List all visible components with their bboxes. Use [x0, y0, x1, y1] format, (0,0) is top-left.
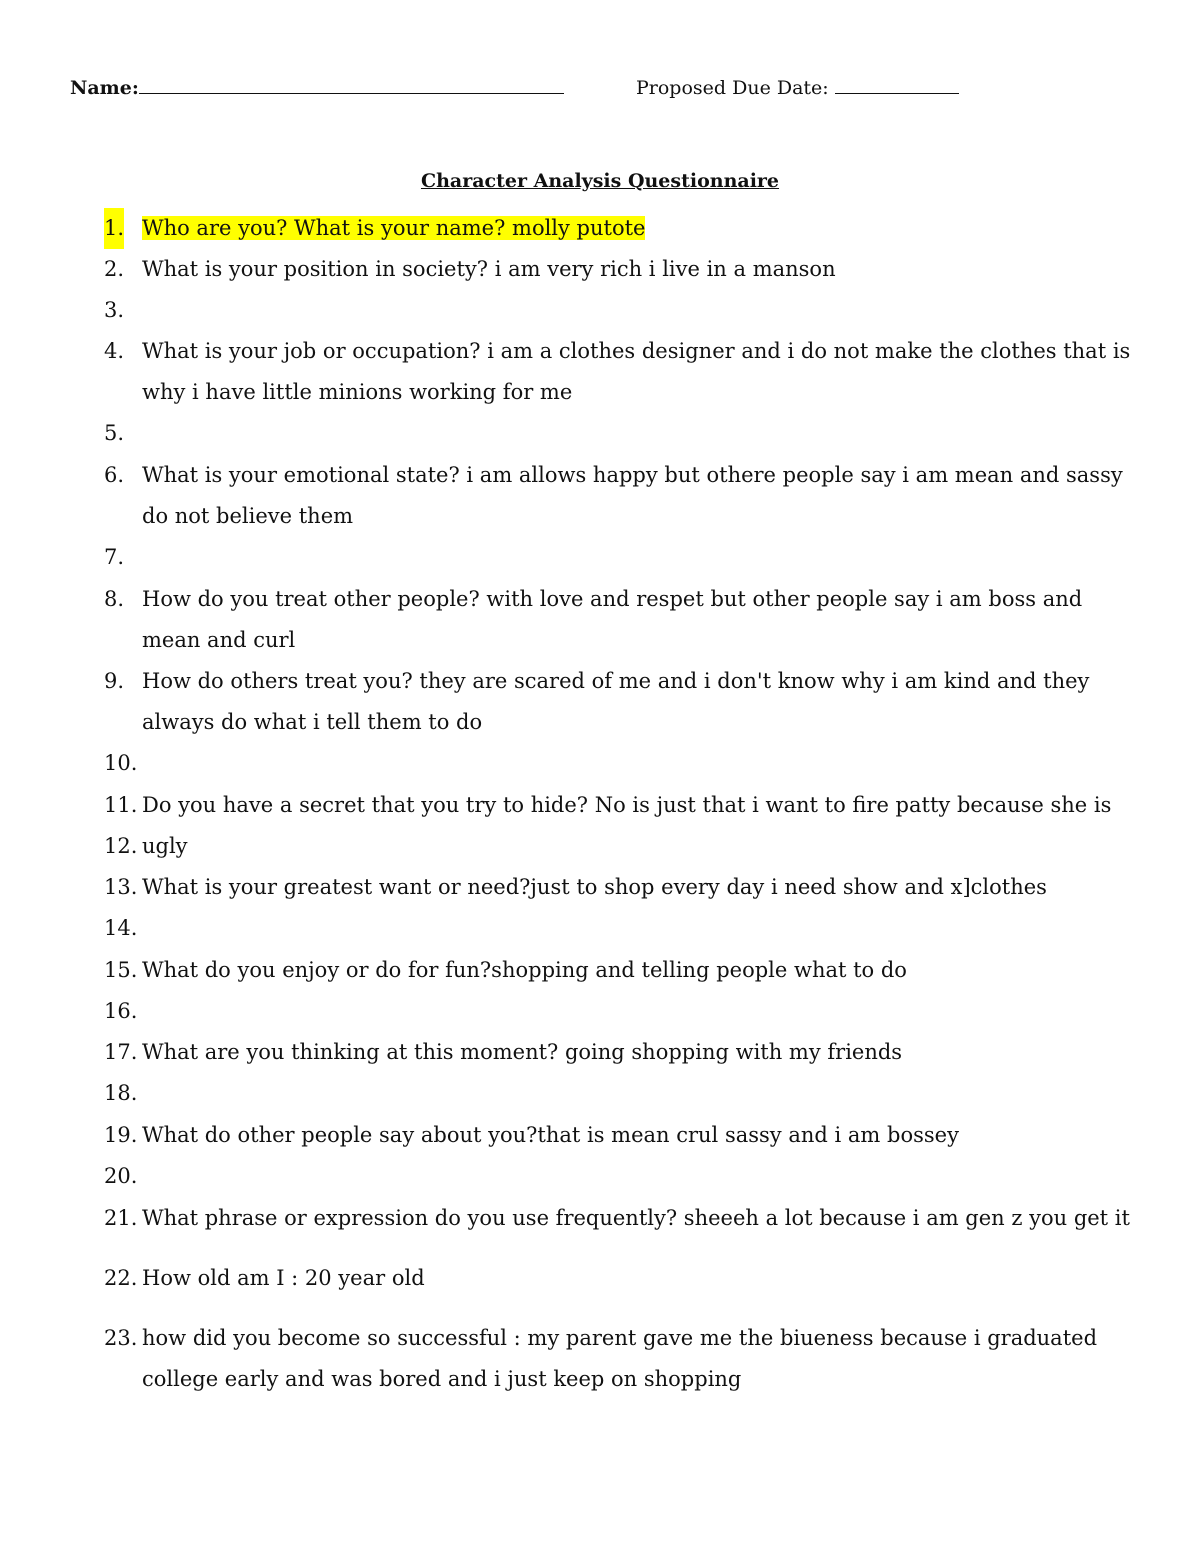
question-number: 17.	[104, 1040, 138, 1064]
question-number: 3.	[104, 298, 125, 322]
question-number: 10.	[104, 751, 138, 775]
question-item	[104, 1258, 1144, 1299]
question-item	[104, 1032, 1144, 1073]
due-date-field	[636, 74, 959, 102]
question-item	[104, 208, 1144, 249]
question-number: 5.	[104, 421, 125, 445]
question-number: 12.	[104, 834, 138, 858]
question-number: 8.	[104, 587, 125, 611]
question-text: What are you thinking at this moment? going shopping with my friends	[142, 1040, 903, 1064]
question-number: 1.	[104, 208, 124, 249]
question-text: What do you enjoy or do for fun?shopping and telling people what to do	[142, 958, 907, 982]
question-number: 13.	[104, 875, 138, 899]
question-number: 15.	[104, 958, 138, 982]
question-item	[104, 1198, 1144, 1239]
question-number: 2.	[104, 257, 125, 281]
question-number: 22.	[104, 1266, 138, 1290]
name-blank-line[interactable]	[139, 75, 564, 94]
question-number: 7.	[104, 545, 125, 569]
question-item	[104, 1115, 1144, 1156]
question-number: 20.	[104, 1164, 138, 1188]
question-text: How do others treat you? they are scared of me and i don't know why i am kind and they always do what i tell them to do	[142, 669, 1090, 734]
question-item	[104, 331, 1144, 413]
question-text: What phrase or expression do you use frequently? sheeeh a lot because i am gen z you get it	[142, 1206, 1130, 1230]
question-text: Who are you? What is your name? molly putote	[142, 216, 646, 240]
question-text: How old am I : 20 year old	[142, 1266, 425, 1290]
question-text: What is your job or occupation? i am a clothes designer and i do not make the clothes that is why i have little minions working for me	[142, 339, 1131, 404]
question-number: 6.	[104, 463, 125, 487]
question-number: 19.	[104, 1123, 138, 1147]
question-item	[104, 867, 1144, 908]
question-number: 9.	[104, 669, 125, 693]
document-title: Character Analysis Questionnaire	[420, 170, 780, 192]
question-text: how did you become so successful : my parent gave me the biueness because i graduated college early and was bored and i just keep on shopping	[142, 1326, 1098, 1391]
due-date-blank-line[interactable]	[835, 75, 959, 94]
due-date-label: Proposed Due Date:	[636, 77, 829, 99]
question-item	[104, 579, 1144, 661]
question-item	[104, 1318, 1144, 1400]
question-text: What is your greatest want or need?just to shop every day i need show and x]clothes	[142, 875, 1047, 899]
question-item	[104, 249, 1144, 290]
question-number: 11.	[104, 793, 138, 817]
question-item	[104, 661, 1144, 743]
question-number: 23.	[104, 1326, 138, 1350]
question-number: 16.	[104, 999, 138, 1023]
question-item	[104, 950, 1144, 991]
name-label: Name:	[70, 77, 139, 99]
name-field	[70, 74, 564, 102]
question-text: What do other people say about you?that is mean crul sassy and i am bossey	[142, 1123, 959, 1147]
question-number: 14.	[104, 916, 138, 940]
question-text: Do you have a secret that you try to hide? No is just that i want to fire patty because she is ugly	[142, 793, 1112, 858]
question-item	[104, 785, 1144, 867]
question-text: How do you treat other people? with love and respet but other people say i am boss and mean and curl	[142, 587, 1083, 652]
question-text: What is your position in society? i am very rich i live in a manson	[142, 257, 836, 281]
question-item	[104, 455, 1144, 537]
question-number: 21.	[104, 1206, 138, 1230]
question-text: What is your emotional state? i am allows happy but othere people say i am mean and sassy do not believe them	[142, 463, 1123, 528]
question-number: 4.	[104, 339, 125, 363]
question-number: 18.	[104, 1081, 138, 1105]
